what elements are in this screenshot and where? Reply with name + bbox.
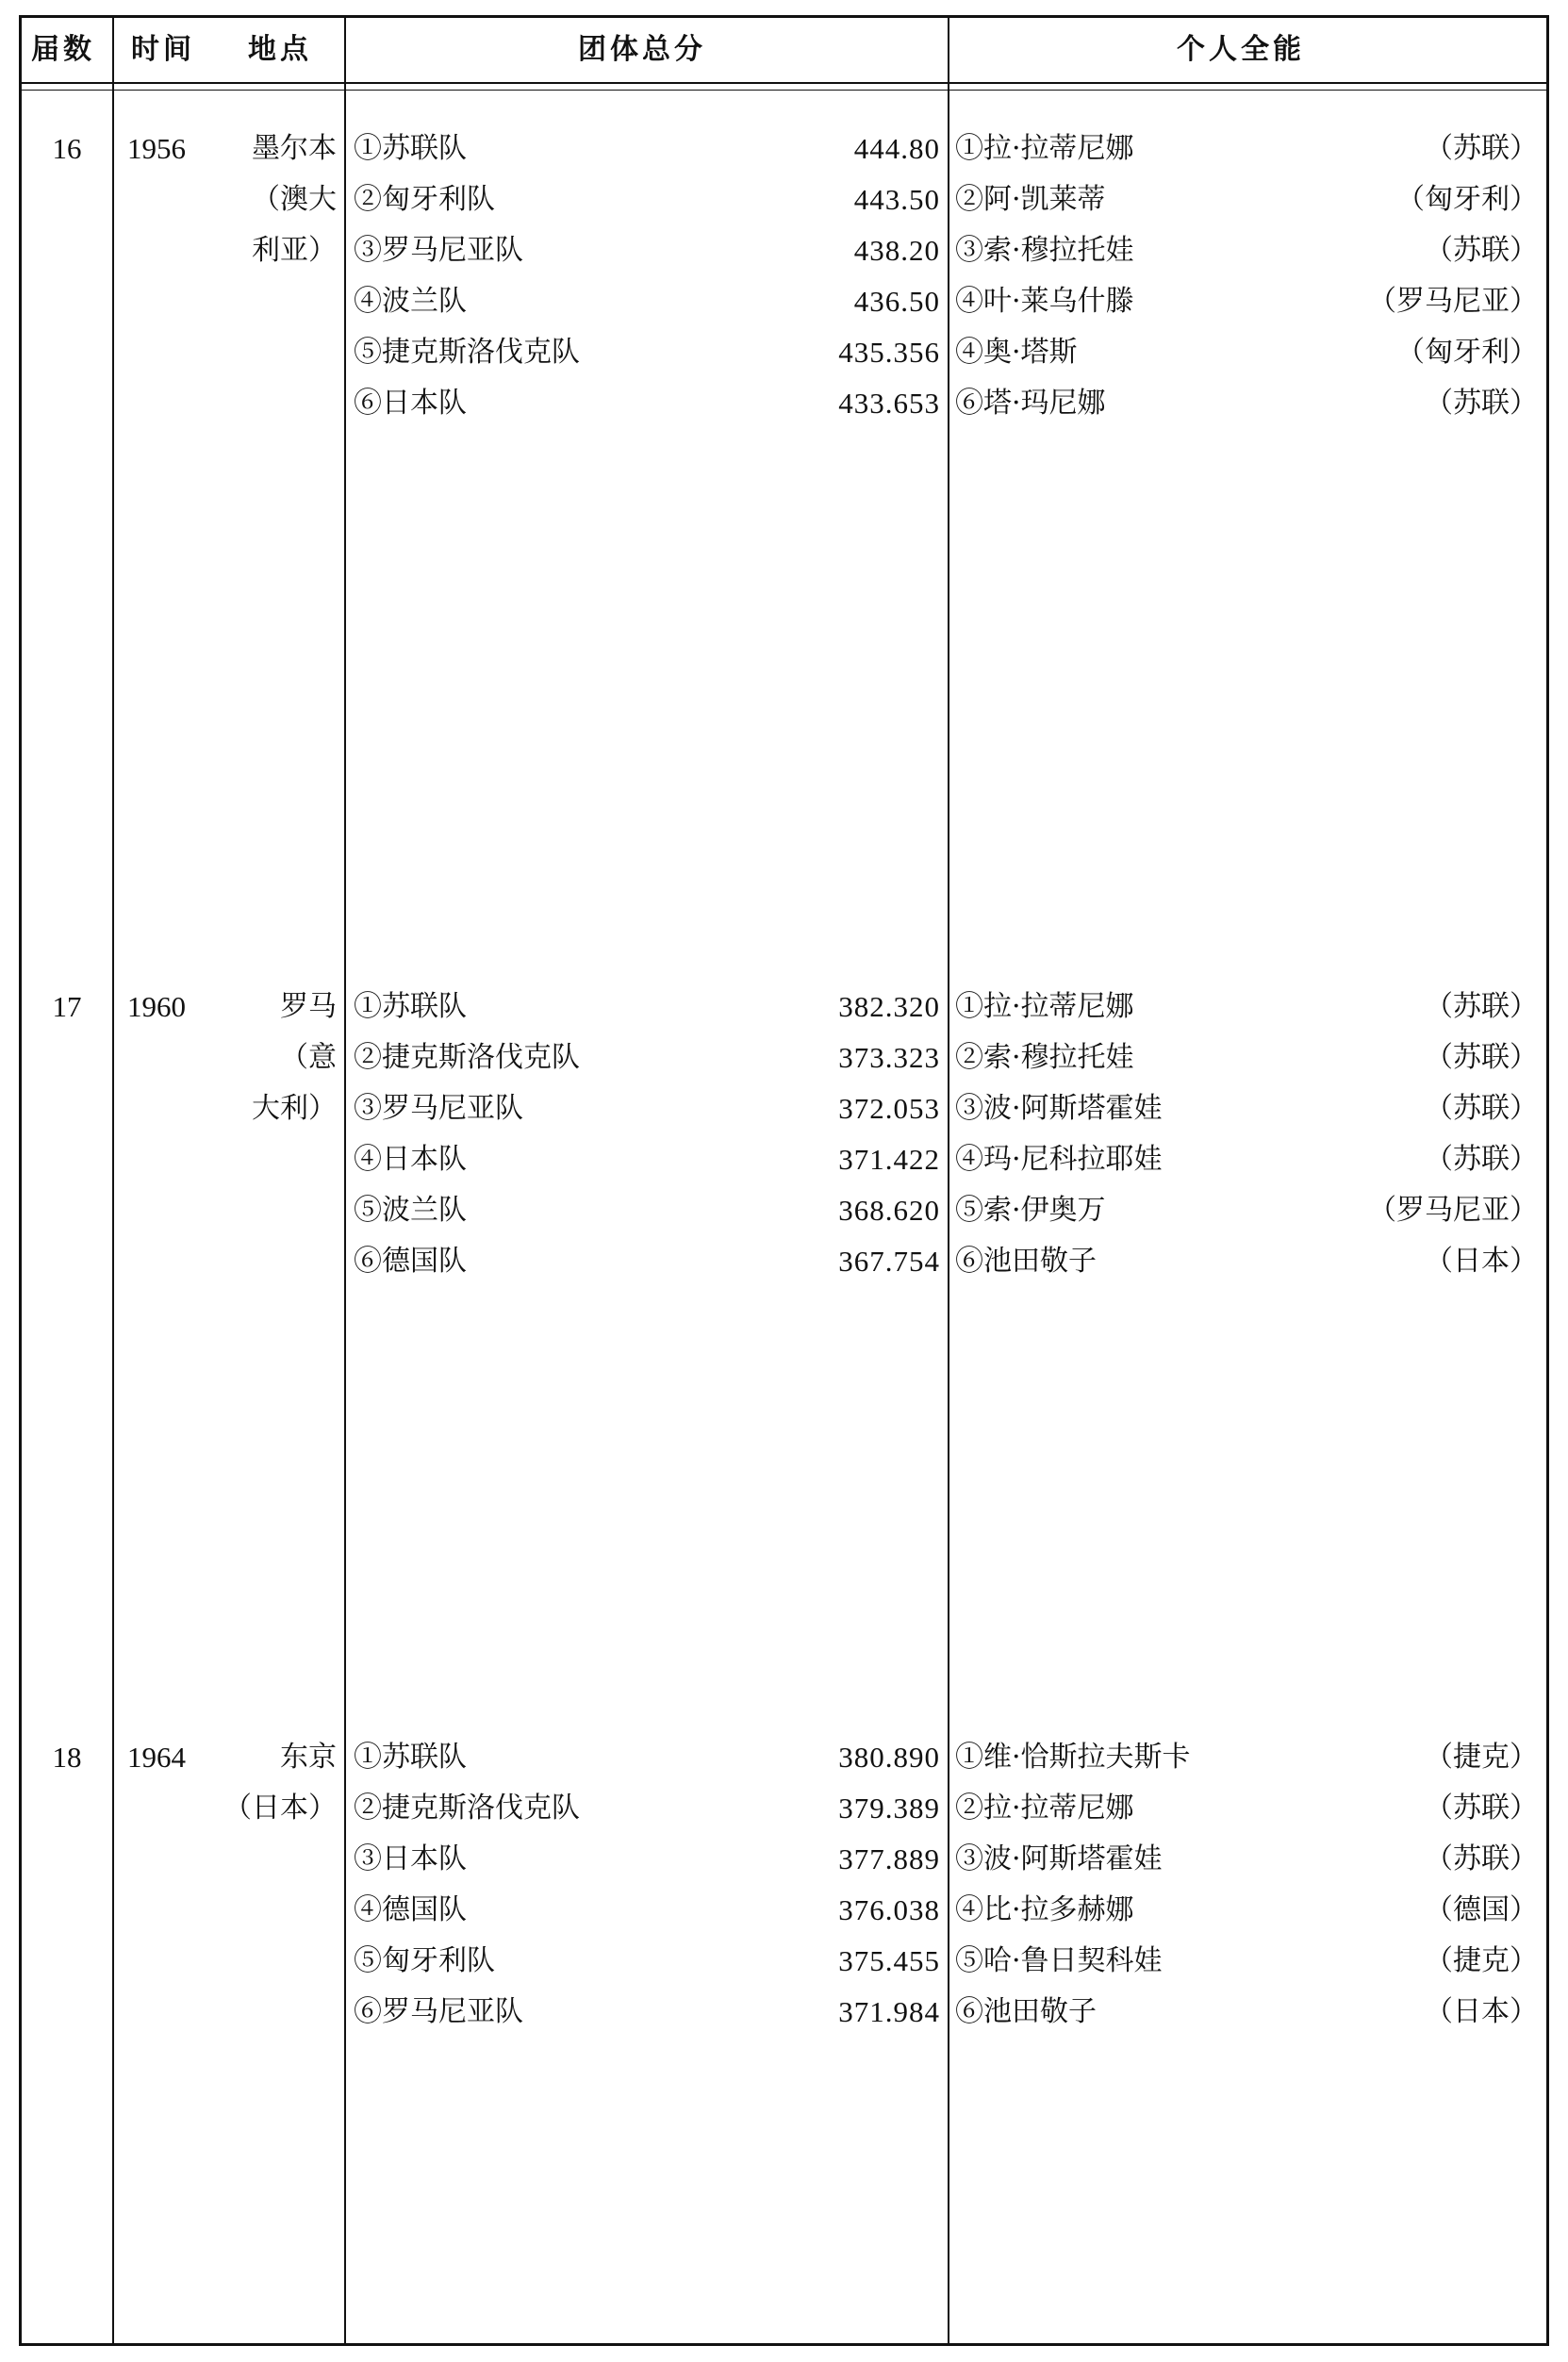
team-name: ⑤波兰队 <box>354 1194 467 1227</box>
games-location-line: 利亚） <box>252 234 337 267</box>
header-year: 时间 <box>131 33 195 66</box>
team-result-row <box>354 1987 940 2038</box>
athlete-name: ④玛·尼科拉耶娃 <box>955 1143 1163 1176</box>
athlete-name: ③波·阿斯塔霍娃 <box>955 1092 1163 1125</box>
athlete-country: （匈牙利） <box>1396 183 1538 216</box>
games-location-line: 大利） <box>252 1092 337 1125</box>
games-year: 1956 <box>127 132 186 165</box>
athlete-country: （苏联） <box>1425 1041 1538 1074</box>
individual-result-row <box>955 982 1538 1032</box>
athlete-name: ⑥池田敬子 <box>955 1995 1097 2028</box>
athlete-name: ③索·穆拉托娃 <box>955 234 1134 267</box>
individual-result-row <box>955 1032 1538 1083</box>
team-score: 438.20 <box>853 234 940 267</box>
team-name: ①苏联队 <box>354 1741 467 1774</box>
games-location-line: 墨尔本 <box>252 132 337 165</box>
athlete-name: ⑥塔·玛尼娜 <box>955 387 1106 420</box>
team-name: ①苏联队 <box>354 132 467 165</box>
team-score: 368.620 <box>838 1194 940 1227</box>
team-name: ①苏联队 <box>354 990 467 1023</box>
athlete-country: （苏联） <box>1425 132 1538 165</box>
team-result-row <box>354 1134 940 1185</box>
individual-result-row <box>955 1083 1538 1134</box>
individual-result-row <box>955 225 1538 276</box>
individual-result-row <box>955 124 1538 174</box>
team-score: 376.038 <box>838 1893 940 1926</box>
team-score: 379.389 <box>838 1792 940 1825</box>
athlete-country: （匈牙利） <box>1396 336 1538 369</box>
team-result-row <box>354 124 940 174</box>
team-name: ⑥德国队 <box>354 1245 467 1278</box>
team-result-row <box>354 1083 940 1134</box>
athlete-country: （苏联） <box>1425 990 1538 1023</box>
team-score: 371.984 <box>838 1995 940 2028</box>
games-location-line: （日本） <box>223 1792 337 1825</box>
team-name: ④德国队 <box>354 1893 467 1926</box>
individual-result-row <box>955 327 1538 378</box>
athlete-country: （苏联） <box>1425 1092 1538 1125</box>
athlete-country: （捷克） <box>1425 1741 1538 1774</box>
athlete-country: （德国） <box>1425 1893 1538 1926</box>
individual-result-row <box>955 378 1538 429</box>
team-result-row <box>354 1834 940 1885</box>
edition-number: 16 <box>52 132 82 165</box>
team-result-row <box>354 276 940 327</box>
athlete-name: ④叶·莱乌什滕 <box>955 285 1134 318</box>
games-location-line: 东京 <box>280 1741 337 1774</box>
team-result-row <box>354 1236 940 1287</box>
athlete-name: ①拉·拉蒂尼娜 <box>955 132 1134 165</box>
games-location-line: （澳大 <box>252 183 337 216</box>
team-score: 372.053 <box>838 1092 940 1125</box>
games-location-line: （意 <box>280 1041 337 1074</box>
athlete-name: ①维·恰斯拉夫斯卡 <box>955 1741 1191 1774</box>
team-name: ②捷克斯洛伐克队 <box>354 1792 580 1825</box>
team-score: 382.320 <box>838 990 940 1023</box>
athlete-country: （罗马尼亚） <box>1368 1194 1538 1227</box>
athlete-name: ②拉·拉蒂尼娜 <box>955 1792 1134 1825</box>
team-name: ⑥日本队 <box>354 387 467 420</box>
team-result-row <box>354 1936 940 1987</box>
team-score: 433.653 <box>838 387 940 420</box>
team-name: ④日本队 <box>354 1143 467 1176</box>
edition-number: 17 <box>52 990 82 1023</box>
team-result-row <box>354 982 940 1032</box>
athlete-country: （苏联） <box>1425 1842 1538 1875</box>
team-name: ③日本队 <box>354 1842 467 1875</box>
games-year: 1964 <box>127 1741 186 1774</box>
athlete-name: ③波·阿斯塔霍娃 <box>955 1842 1163 1875</box>
individual-result-row <box>955 1834 1538 1885</box>
team-score: 375.455 <box>838 1944 940 1977</box>
column-divider-edition <box>112 18 114 2343</box>
games-location-line: 罗马 <box>280 990 337 1023</box>
team-result-row <box>354 225 940 276</box>
athlete-name: ④比·拉多赫娜 <box>955 1893 1134 1926</box>
team-name: ②捷克斯洛伐克队 <box>354 1041 580 1074</box>
individual-result-row <box>955 1732 1538 1783</box>
header-individual-allround: 个人全能 <box>1177 33 1305 66</box>
team-name: ⑤捷克斯洛伐克队 <box>354 336 580 369</box>
individual-result-row <box>955 1134 1538 1185</box>
team-score: 373.323 <box>838 1041 940 1074</box>
team-result-row <box>354 378 940 429</box>
header-edition: 届数 <box>31 33 95 66</box>
athlete-name: ④奥·塔斯 <box>955 336 1078 369</box>
athlete-name: ①拉·拉蒂尼娜 <box>955 990 1134 1023</box>
column-divider-team <box>948 18 949 2343</box>
team-name: ④波兰队 <box>354 285 467 318</box>
athlete-country: （苏联） <box>1425 234 1538 267</box>
athlete-country: （苏联） <box>1425 1792 1538 1825</box>
team-score: 377.889 <box>838 1842 940 1875</box>
individual-result-row <box>955 1885 1538 1936</box>
header-divider-double <box>22 90 1546 91</box>
team-score: 443.50 <box>853 183 940 216</box>
team-name: ⑥罗马尼亚队 <box>354 1995 523 2028</box>
team-score: 436.50 <box>853 285 940 318</box>
individual-result-row <box>955 1236 1538 1287</box>
athlete-country: （日本） <box>1425 1995 1538 2028</box>
individual-result-row <box>955 1783 1538 1834</box>
games-year: 1960 <box>127 990 186 1023</box>
team-result-row <box>354 174 940 225</box>
athlete-name: ⑤索·伊奥万 <box>955 1194 1106 1227</box>
edition-number: 18 <box>52 1741 82 1774</box>
individual-result-row <box>955 174 1538 225</box>
individual-result-row <box>955 1185 1538 1236</box>
team-result-row <box>354 1783 940 1834</box>
team-result-row <box>354 1885 940 1936</box>
team-score: 435.356 <box>838 336 940 369</box>
team-score: 380.890 <box>838 1741 940 1774</box>
athlete-name: ⑥池田敬子 <box>955 1245 1097 1278</box>
individual-result-row <box>955 1936 1538 1987</box>
team-result-row <box>354 1185 940 1236</box>
athlete-name: ②阿·凯莱蒂 <box>955 183 1106 216</box>
column-divider-location <box>344 18 346 2343</box>
team-name: ②匈牙利队 <box>354 183 495 216</box>
athlete-name: ②索·穆拉托娃 <box>955 1041 1134 1074</box>
individual-result-row <box>955 1987 1538 2038</box>
header-location: 地点 <box>248 33 312 66</box>
team-result-row <box>354 327 940 378</box>
athlete-country: （日本） <box>1425 1245 1538 1278</box>
team-result-row <box>354 1732 940 1783</box>
team-score: 444.80 <box>853 132 940 165</box>
results-table <box>19 15 1549 2346</box>
individual-result-row <box>955 276 1538 327</box>
header-team-total: 团体总分 <box>578 33 706 66</box>
athlete-country: （罗马尼亚） <box>1368 285 1538 318</box>
athlete-country: （苏联） <box>1425 387 1538 420</box>
team-name: ⑤匈牙利队 <box>354 1944 495 1977</box>
header-divider <box>22 82 1546 84</box>
athlete-country: （捷克） <box>1425 1944 1538 1977</box>
team-score: 371.422 <box>838 1143 940 1176</box>
team-name: ③罗马尼亚队 <box>354 1092 523 1125</box>
team-name: ③罗马尼亚队 <box>354 234 523 267</box>
team-score: 367.754 <box>838 1245 940 1278</box>
athlete-name: ⑤哈·鲁日契科娃 <box>955 1944 1163 1977</box>
team-result-row <box>354 1032 940 1083</box>
athlete-country: （苏联） <box>1425 1143 1538 1176</box>
